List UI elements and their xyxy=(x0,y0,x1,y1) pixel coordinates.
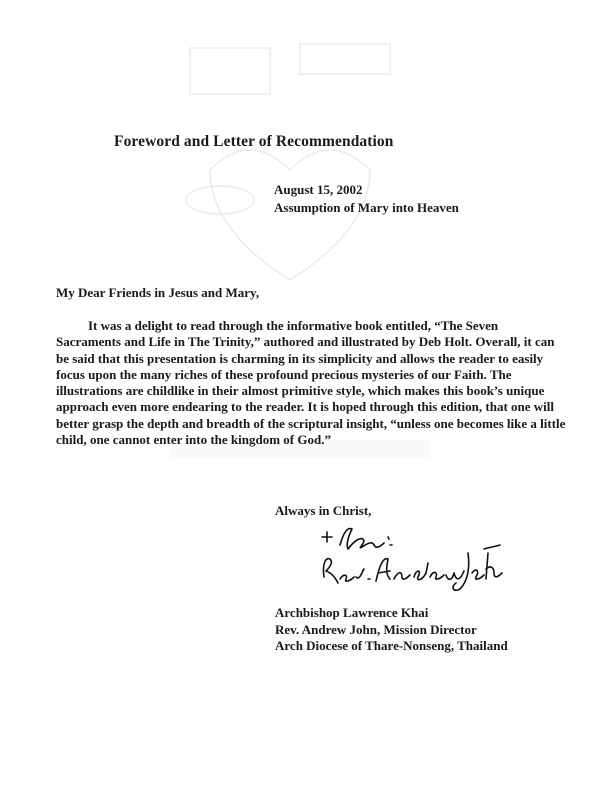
signature-image xyxy=(318,523,508,593)
signatory-block xyxy=(275,605,508,655)
signatory-line: Arch Diocese of Thare-Nonseng, Thailand xyxy=(275,638,508,653)
signatory-line: Archbishop Lawrence Khai xyxy=(275,605,429,620)
date-block xyxy=(274,181,459,217)
letter-date: August 15, 2002 xyxy=(274,182,363,197)
closing-line: Always in Christ, xyxy=(275,503,372,518)
salutation: My Dear Friends in Jesus and Mary, xyxy=(56,285,260,300)
body-paragraph: It was a delight to read through the informative book entitled, “The Seven Sacraments and Life in The Trinity,” authored and illustrated by Deb Holt. Overall, it can be said that this presentation is charming in its simplicity and allows the reader to easily focus upon the many riches of these profound precious mysteries of our Faith. The illustrations are childlike in their almost primitive style, which makes this book’s unique approach even more endearing to the reader. It is hoped through this edition, that one will better grasp the depth and breadth of the scriptural insight, “unless one becomes like a little child, one cannot enter into the kingdom of God.” xyxy=(56,318,566,448)
letter-heading: Foreword and Letter of Recommendation xyxy=(114,133,394,150)
signatory-line: Rev. Andrew John, Mission Director xyxy=(275,621,477,637)
letter-occasion: Assumption of Mary into Heaven xyxy=(274,200,459,215)
